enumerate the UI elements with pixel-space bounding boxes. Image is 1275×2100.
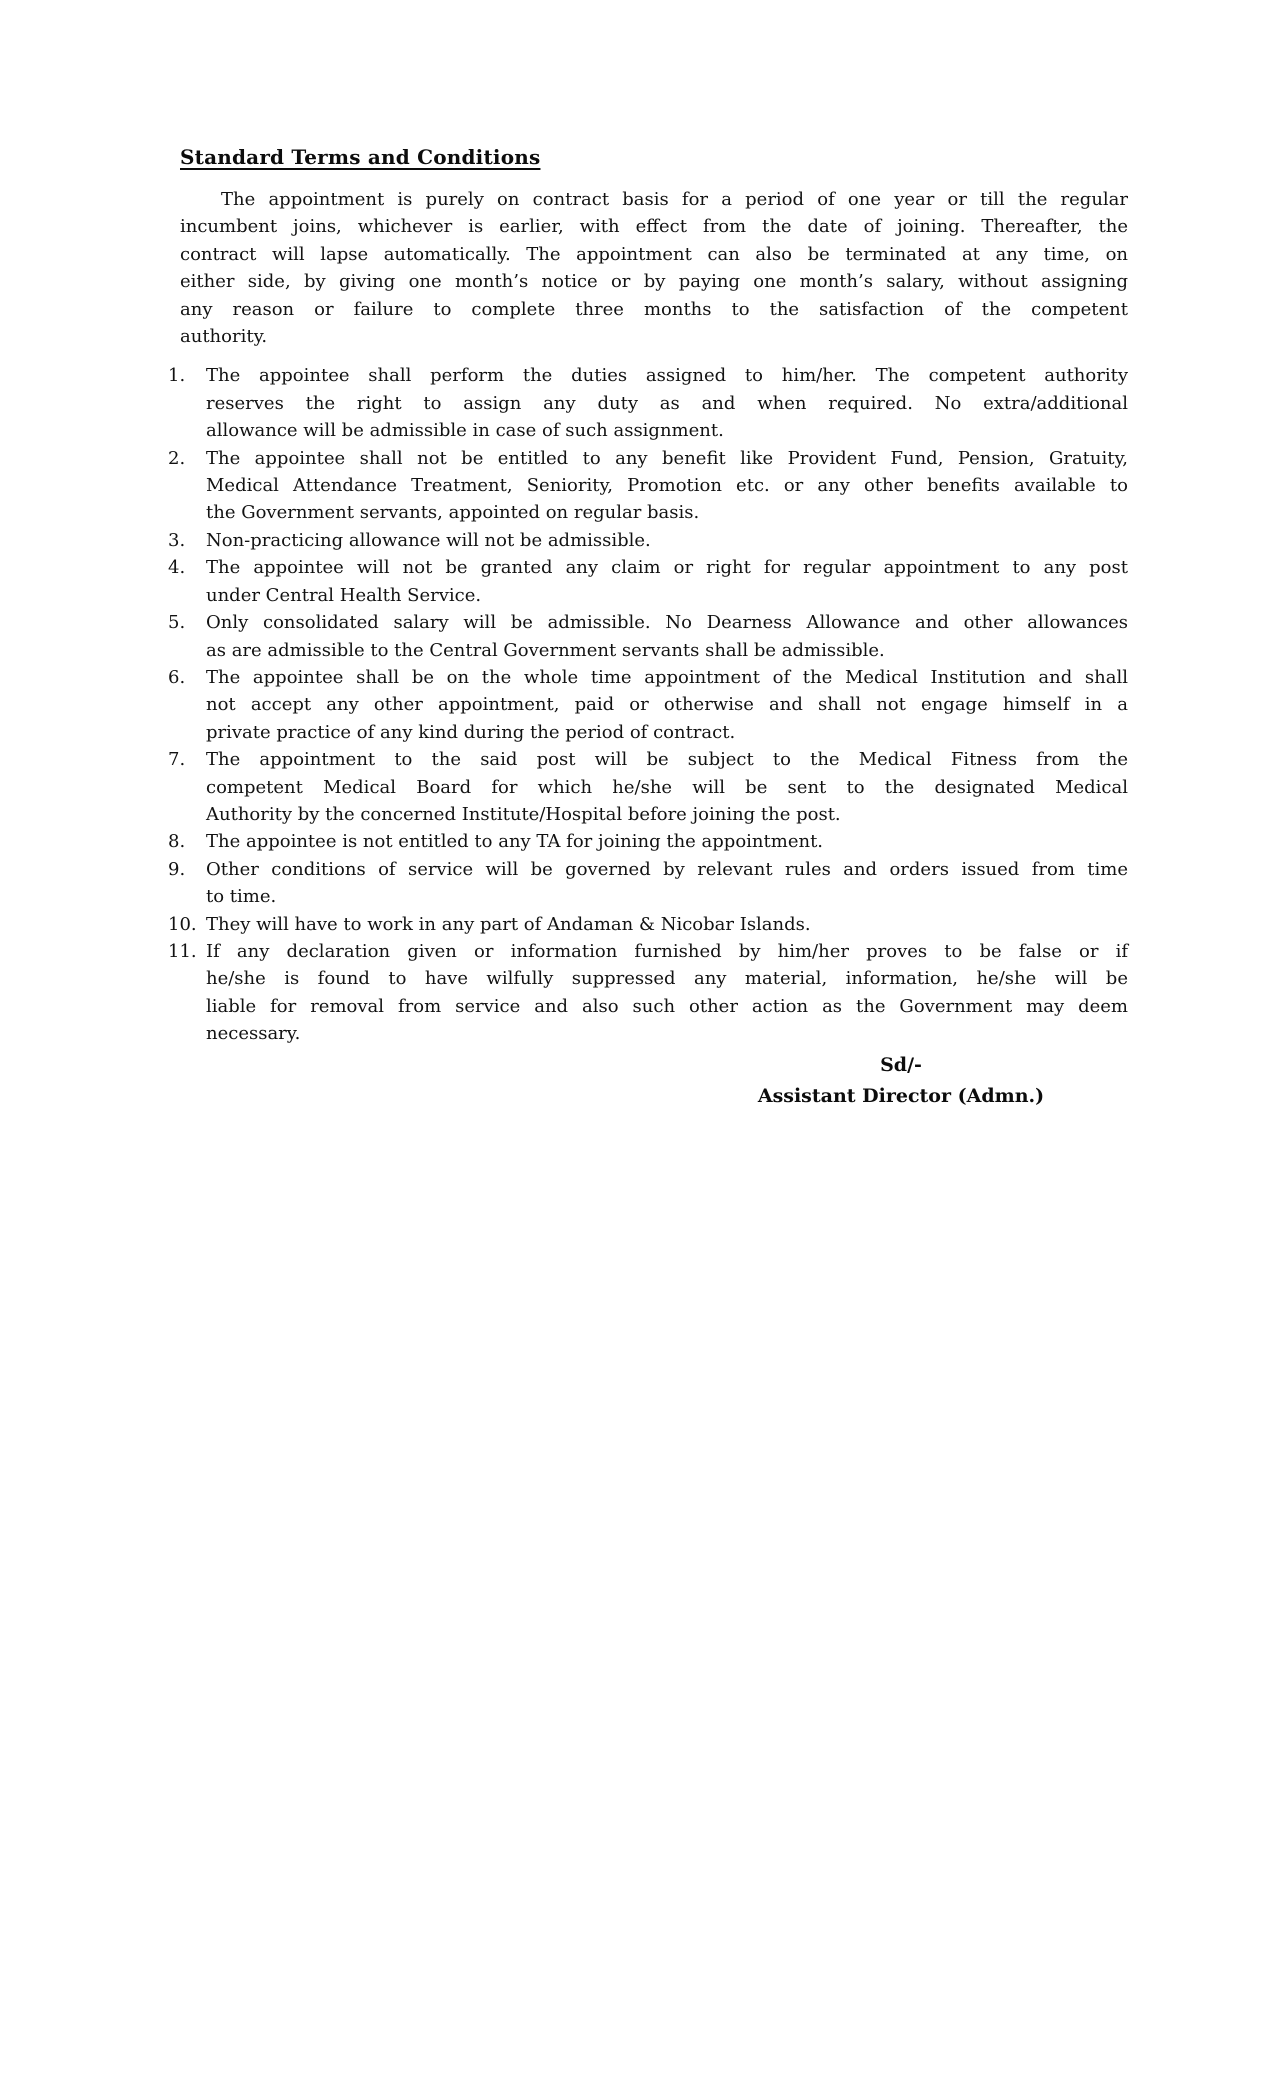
term-number: 10. [168, 913, 197, 935]
term-line: under Central Health Service. [206, 584, 482, 606]
term-item [168, 911, 1128, 938]
term-line: to time. [206, 886, 277, 908]
term-number: 3. [168, 529, 186, 551]
term-number: 1. [168, 365, 186, 387]
term-item [168, 527, 1128, 554]
document-title: Standard Terms and Conditions [180, 145, 541, 169]
term-text [206, 609, 1128, 664]
term-text [206, 554, 1128, 609]
term-line: Non-practicing allowance will not be admissible. [206, 529, 651, 551]
term-line: Authority by the concerned Institute/Hospital before joining the post. [206, 803, 841, 825]
term-text [206, 362, 1128, 444]
term-line: the Government servants, appointed on regular basis. [206, 502, 700, 524]
term-line: The appointee shall perform the duties assigned to him/her. The competent authority [206, 365, 1128, 387]
term-item [168, 938, 1128, 1048]
term-text [206, 746, 1128, 828]
term-line: competent Medical Board for which he/she will be sent to the designated Medical [206, 776, 1128, 798]
term-text [206, 938, 1128, 1048]
term-line: If any declaration given or information furnished by him/her proves to be false or if [206, 940, 1128, 962]
term-line: he/she is found to have wilfully suppressed any material, information, he/she will be [206, 968, 1128, 990]
intro-line: contract will lapse automatically. The appointment can also be terminated at any time, on [180, 243, 1128, 265]
signature-block [757, 1050, 1045, 1112]
term-line: Other conditions of service will be governed by relevant rules and orders issued from time [206, 858, 1128, 880]
term-line: The appointee shall be on the whole time appointment of the Medical Institution and shall [206, 666, 1128, 688]
term-line: private practice of any kind during the period of contract. [206, 721, 736, 743]
term-line: liable for removal from service and also such other action as the Government may deem [206, 995, 1128, 1017]
term-line: necessary. [206, 1023, 301, 1045]
term-text [206, 856, 1128, 911]
intro-line: any reason or failure to complete three months to the satisfaction of the competent [180, 298, 1128, 320]
term-number: 2. [168, 447, 186, 469]
term-text [206, 445, 1128, 527]
signatory-designation: Assistant Director (Admn.) [757, 1084, 1045, 1107]
term-line: allowance will be admissible in case of such assignment. [206, 420, 724, 442]
term-number: 5. [168, 612, 186, 634]
term-line: Only consolidated salary will be admissible. No Dearness Allowance and other allowances [206, 612, 1128, 634]
term-item [168, 856, 1128, 911]
term-text [206, 664, 1128, 746]
term-line: reserves the right to assign any duty as and when required. No extra/additional [206, 392, 1128, 414]
term-line: The appointment to the said post will be subject to the Medical Fitness from the [206, 749, 1128, 771]
term-line: not accept any other appointment, paid or otherwise and shall not engage himself in a [206, 694, 1128, 716]
term-number: 6. [168, 666, 186, 688]
term-item [168, 554, 1128, 609]
term-item [168, 609, 1128, 664]
term-number: 7. [168, 749, 186, 771]
term-number: 11. [168, 940, 197, 962]
term-item [168, 445, 1128, 527]
term-line: They will have to work in any part of Andaman & Nicobar Islands. [206, 913, 811, 935]
term-text [206, 527, 1128, 554]
term-item [168, 362, 1128, 444]
intro-line: The appointment is purely on contract basis for a period of one year or till the regular [221, 189, 1128, 210]
terms-list [168, 362, 1128, 1047]
term-line: Medical Attendance Treatment, Seniority, Promotion etc. or any other benefits available to [206, 475, 1128, 497]
term-item [168, 746, 1128, 828]
term-number: 4. [168, 557, 186, 579]
term-number: 9. [168, 858, 186, 880]
term-text [206, 828, 1128, 855]
intro-line: either side, by giving one month’s notice or by paying one month’s salary, without assigning [180, 271, 1128, 293]
intro-line: authority. [180, 326, 268, 348]
term-line: as are admissible to the Central Government servants shall be admissible. [206, 639, 885, 661]
intro-paragraph [180, 186, 1128, 350]
term-line: The appointee shall not be entitled to any benefit like Provident Fund, Pension, Gratuity, [206, 447, 1128, 469]
term-item [168, 664, 1128, 746]
intro-line: incumbent joins, whichever is earlier, with effect from the date of joining. Thereafter, the [180, 216, 1128, 238]
term-item [168, 828, 1128, 855]
term-number: 8. [168, 831, 186, 853]
term-text [206, 911, 1128, 938]
term-line: The appointee is not entitled to any TA for joining the appointment. [206, 831, 824, 853]
term-line: The appointee will not be granted any claim or right for regular appointment to any post [206, 557, 1128, 579]
signature-sd: Sd/- [880, 1053, 922, 1076]
